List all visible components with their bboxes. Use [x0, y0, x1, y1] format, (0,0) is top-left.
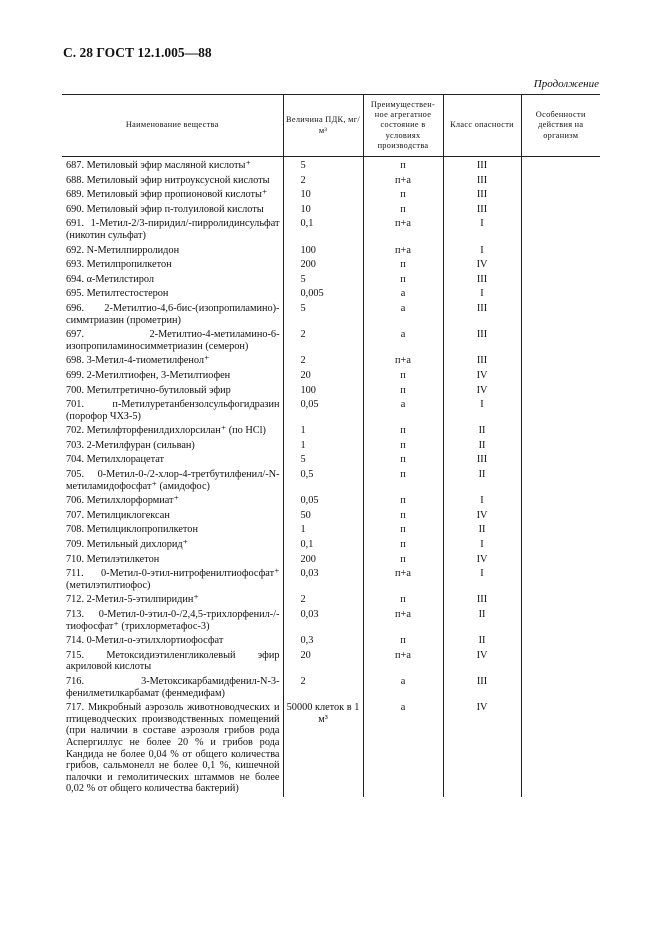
hazard-class: III	[443, 675, 521, 701]
pdk-value: 20	[283, 369, 363, 384]
table-row	[62, 608, 600, 634]
action-features	[521, 287, 600, 302]
action-features	[521, 494, 600, 509]
action-features	[521, 157, 600, 174]
pdk-value: 0,1	[283, 538, 363, 553]
pdk-value: 0,005	[283, 287, 363, 302]
aggregate-state: п+а	[363, 244, 443, 259]
table-body	[62, 157, 600, 797]
substance-name: 704. Метилхлорацетат	[66, 454, 164, 466]
action-features	[521, 273, 600, 288]
aggregate-state: п	[363, 634, 443, 649]
action-features	[521, 369, 600, 384]
table-row	[62, 675, 600, 701]
pdk-value: 5	[283, 157, 363, 174]
substance-name: 687. Метиловый эфир масляной кислоты⁺	[66, 160, 251, 171]
hazard-class: II	[443, 608, 521, 634]
pdk-value: 0,05	[283, 398, 363, 424]
aggregate-state: а	[363, 675, 443, 701]
pdk-value: 0,03	[283, 608, 363, 634]
substance-name: 688. Метиловый эфир нитроуксусной кислоты	[66, 174, 270, 186]
table-row	[62, 593, 600, 608]
hazard-class: II	[443, 424, 521, 439]
hazard-class: IV	[443, 509, 521, 524]
action-features	[521, 174, 600, 189]
pdk-value: 5	[283, 302, 363, 328]
table-row	[62, 509, 600, 524]
pdk-value: 1	[283, 439, 363, 454]
substance-name: 716. 3-Метоксикарбамидфенил-N-3-фенилметилкарбамат (фенмедифам)	[66, 675, 280, 699]
hazard-class: II	[443, 439, 521, 454]
table-row	[62, 188, 600, 203]
table-row	[62, 384, 600, 399]
table-row	[62, 567, 600, 593]
table-row	[62, 453, 600, 468]
hazard-class: I	[443, 538, 521, 553]
aggregate-state: п	[363, 523, 443, 538]
hazard-class: III	[443, 157, 521, 174]
substance-name: 700. Метилтретично-бутиловый эфир	[66, 384, 231, 396]
hazard-class: IV	[443, 384, 521, 399]
table-row	[62, 354, 600, 369]
header-state: Преимуществен-ное агрегатное состояние в условиях производства	[363, 95, 443, 157]
hazard-class: II	[443, 523, 521, 538]
pdk-value: 50000 клеток в 1 м³	[283, 701, 363, 797]
aggregate-state: а	[363, 398, 443, 424]
action-features	[521, 203, 600, 218]
substance-name: 717. Микробный аэрозоль животноводческих и птицеводческих производственных помещений (при наличии в составе аэрозоля грибов рода Аспергиллус не более 20 % и грибов рода Кандида не более 0,04 % от общего количества грибов, сальмонелл не более 0,1 %, кишечной палочки и гемолитических штаммов не более 0,02 % от общего количества бактерий)	[66, 702, 280, 795]
aggregate-state: п+а	[363, 649, 443, 675]
action-features	[521, 188, 600, 203]
substance-name: 705. 0-Метил-0-/2-хлор-4-третбутилфенил/-N-метиламидофосфат⁺ (амидофос)	[66, 469, 280, 492]
substance-name: 693. Метилпропилкетон	[66, 259, 172, 271]
aggregate-state: п	[363, 424, 443, 439]
aggregate-state: п	[363, 553, 443, 568]
hazard-class: III	[443, 273, 521, 288]
page-header: С. 28 ГОСТ 12.1.005—88	[63, 45, 212, 60]
hazard-class: I	[443, 244, 521, 259]
table-row	[62, 258, 600, 273]
table-row	[62, 203, 600, 218]
pdk-value: 2	[283, 593, 363, 608]
pdk-value: 2	[283, 328, 363, 354]
hazard-class: I	[443, 494, 521, 509]
pdk-value: 5	[283, 273, 363, 288]
substance-name: 690. Метиловый эфир п-толуиловой кислоты	[66, 203, 264, 215]
table-row	[62, 494, 600, 509]
aggregate-state: п	[363, 273, 443, 288]
aggregate-state: а	[363, 302, 443, 328]
aggregate-state: п+а	[363, 567, 443, 593]
aggregate-state: п+а	[363, 354, 443, 369]
table-row	[62, 649, 600, 675]
hazard-class: III	[443, 354, 521, 369]
aggregate-state: п	[363, 258, 443, 273]
substance-name: 697. 2-Метилтио-4-метиламино-6-изопропиламиносимметриазин (семерон)	[66, 329, 280, 352]
pdk-value: 100	[283, 244, 363, 259]
pdk-value: 10	[283, 188, 363, 203]
aggregate-state: а	[363, 287, 443, 302]
action-features	[521, 384, 600, 399]
action-features	[521, 424, 600, 439]
hazard-class: III	[443, 188, 521, 203]
pdk-value: 2	[283, 675, 363, 701]
substance-name: 712. 2-Метил-5-этилпиридин⁺	[66, 594, 199, 606]
action-features	[521, 354, 600, 369]
substance-name: 696. 2-Метилтио-4,6-бис-(изопропиламино)-симмтриазин (прометрин)	[66, 302, 280, 326]
aggregate-state: п	[363, 538, 443, 553]
pdk-value: 1	[283, 523, 363, 538]
hazard-class: III	[443, 174, 521, 189]
substance-name: 698. 3-Метил-4-тиометилфенол⁺	[66, 355, 210, 367]
substance-name: 706. Метилхлорформиат⁺	[66, 495, 179, 507]
hazard-class: III	[443, 593, 521, 608]
header-pdk: Величина ПДК, мг/м³	[283, 95, 363, 157]
action-features	[521, 302, 600, 328]
hazard-class: II	[443, 468, 521, 494]
table-row	[62, 553, 600, 568]
hazard-class: IV	[443, 258, 521, 273]
table-row	[62, 439, 600, 454]
table-row	[62, 468, 600, 494]
action-features	[521, 468, 600, 494]
pdk-value: 0,1	[283, 217, 363, 243]
aggregate-state: п	[363, 593, 443, 608]
table-row	[62, 701, 600, 797]
pdk-value: 10	[283, 203, 363, 218]
aggregate-state: п	[363, 509, 443, 524]
continuation-label: Продолжение	[533, 78, 599, 90]
hazard-class: I	[443, 287, 521, 302]
pdk-value: 200	[283, 258, 363, 273]
hazard-class: III	[443, 302, 521, 328]
aggregate-state: п+а	[363, 608, 443, 634]
table-row	[62, 538, 600, 553]
action-features	[521, 439, 600, 454]
substance-name: 689. Метиловый эфир пропионовой кислоты⁺	[66, 189, 268, 201]
table-row	[62, 523, 600, 538]
table-row	[62, 174, 600, 189]
aggregate-state: п	[363, 369, 443, 384]
substance-name: 691. 1-Метил-2/3-пиридил/-пирролидинсульфат (никотин сульфат)	[66, 218, 280, 241]
hazard-class: IV	[443, 649, 521, 675]
substance-name: 692. N-Метилпирролидон	[66, 244, 180, 256]
aggregate-state: а	[363, 328, 443, 354]
aggregate-state: п+а	[363, 217, 443, 243]
pdk-value: 0,03	[283, 567, 363, 593]
hazard-class: IV	[443, 701, 521, 797]
action-features	[521, 523, 600, 538]
aggregate-state: п	[363, 439, 443, 454]
aggregate-state: п	[363, 384, 443, 399]
substance-name: 702. Метилфторфенилдихлорсилан⁺ (по HCl)	[66, 425, 266, 437]
aggregate-state: п	[363, 157, 443, 174]
substance-name: 711. 0-Метил-0-этил-нитрофенилтиофосфат⁺ (метилэтилтиофос)	[66, 568, 280, 591]
action-features	[521, 553, 600, 568]
action-features	[521, 649, 600, 675]
substance-name: 699. 2-Метилтиофен, 3-Метилтиофен	[66, 369, 231, 381]
substance-name: 695. Метилтестостерон	[66, 288, 169, 300]
substance-name: 694. α-Метилстирол	[66, 273, 155, 285]
aggregate-state: а	[363, 701, 443, 797]
table-row	[62, 157, 600, 174]
action-features	[521, 701, 600, 797]
pdk-value: 200	[283, 553, 363, 568]
pdk-value: 1	[283, 424, 363, 439]
header-name: Наименование вещества	[62, 95, 283, 157]
action-features	[521, 217, 600, 243]
action-features	[521, 608, 600, 634]
aggregate-state: п	[363, 453, 443, 468]
header-features: Особенности действия на организм	[521, 95, 600, 157]
hazard-class: II	[443, 634, 521, 649]
substance-name: 713. 0-Метил-0-этил-0-/2,4,5-трихлорфенил-/-тиофосфат⁺ (трихлорметафос-3)	[66, 609, 280, 632]
substances-table	[62, 94, 600, 797]
pdk-value: 5	[283, 453, 363, 468]
pdk-value: 2	[283, 354, 363, 369]
action-features	[521, 328, 600, 354]
aggregate-state: п	[363, 468, 443, 494]
table-row	[62, 273, 600, 288]
hazard-class: III	[443, 328, 521, 354]
action-features	[521, 258, 600, 273]
table-row	[62, 328, 600, 354]
hazard-class: III	[443, 453, 521, 468]
pdk-value: 0,5	[283, 468, 363, 494]
substance-name: 703. 2-Метилфуран (сильван)	[66, 439, 195, 451]
substance-name: 709. Метильный дихлорид⁺	[66, 539, 189, 551]
pdk-value: 50	[283, 509, 363, 524]
action-features	[521, 244, 600, 259]
aggregate-state: п	[363, 188, 443, 203]
header-hazard-class: Класс опасности	[443, 95, 521, 157]
action-features	[521, 398, 600, 424]
pdk-value: 2	[283, 174, 363, 189]
hazard-class: III	[443, 203, 521, 218]
substance-name: 701. п-Метилуретанбензолсульфогидразин (порофор ЧХЗ-5)	[66, 399, 280, 422]
action-features	[521, 593, 600, 608]
pdk-value: 100	[283, 384, 363, 399]
action-features	[521, 675, 600, 701]
hazard-class: I	[443, 567, 521, 593]
substance-name: 714. 0-Метил-о-этилхлортиофосфат	[66, 635, 224, 647]
pdk-value: 0,05	[283, 494, 363, 509]
table-row	[62, 302, 600, 328]
table-row	[62, 217, 600, 243]
hazard-class: I	[443, 217, 521, 243]
pdk-value: 0,3	[283, 634, 363, 649]
substance-name: 715. Метоксидиэтиленгликолевый эфир акриловой кислоты	[66, 649, 280, 673]
aggregate-state: п+а	[363, 174, 443, 189]
action-features	[521, 634, 600, 649]
aggregate-state: п	[363, 494, 443, 509]
hazard-class: IV	[443, 369, 521, 384]
substance-name: 708. Метилциклопропилкетон	[66, 524, 198, 536]
substance-name: 707. Метилциклогексан	[66, 509, 170, 521]
hazard-class: I	[443, 398, 521, 424]
action-features	[521, 453, 600, 468]
substance-name: 710. Метилэтилкетон	[66, 553, 160, 565]
table-row	[62, 369, 600, 384]
table-row	[62, 424, 600, 439]
hazard-class: IV	[443, 553, 521, 568]
action-features	[521, 567, 600, 593]
action-features	[521, 538, 600, 553]
table-header-row	[62, 95, 600, 157]
table-row	[62, 244, 600, 259]
action-features	[521, 509, 600, 524]
aggregate-state: п	[363, 203, 443, 218]
table-row	[62, 398, 600, 424]
table-row	[62, 634, 600, 649]
pdk-value: 20	[283, 649, 363, 675]
table-row	[62, 287, 600, 302]
